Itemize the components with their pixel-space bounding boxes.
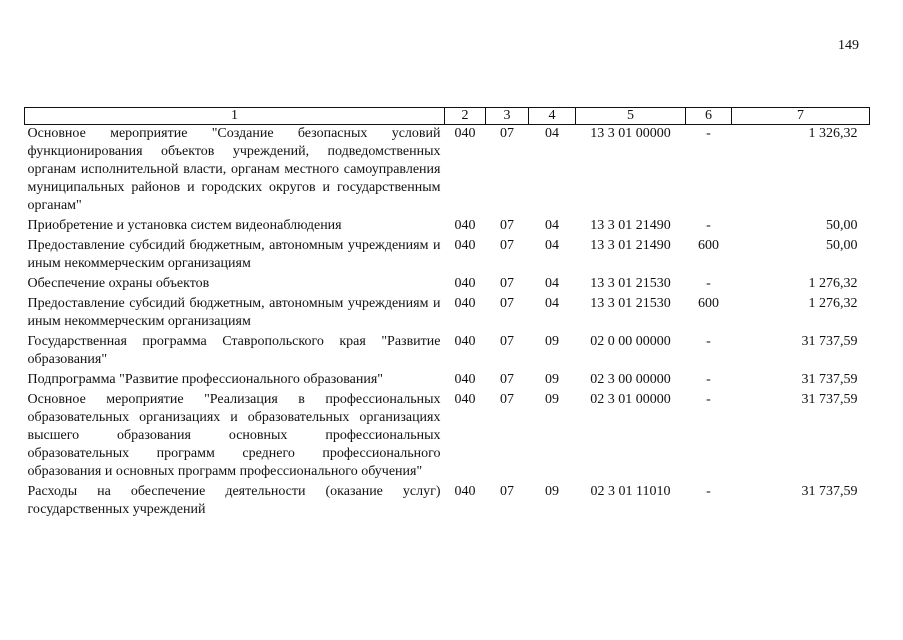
row-name: Расходы на обеспечение деятельности (оказание услуг) государственных учреждений [27,484,441,517]
table-row [25,237,870,275]
row-csr: 13 3 01 00000 [590,126,671,141]
row-name: Основное мероприятие "Реализация в профессиональных образовательных организациях и образовательных организациях высшего образования основных профессиональных образовательных программ среднего профессионального образования и основных программ профессионального обучения" [27,392,441,479]
table-header [25,108,870,125]
row-pr: 09 [545,334,559,349]
budget-table [24,107,870,521]
table-row [25,483,870,521]
row-name: Предоставление субсидий бюджетным, автономным учреждениям и иным некоммерческим организациям [27,296,441,329]
table-row [25,275,870,295]
row-rz: 07 [500,372,514,387]
row-csr: 02 3 01 11010 [590,484,671,499]
row-sum: 31 737,59 [801,484,858,499]
row-rz: 07 [500,218,514,233]
row-pr: 09 [545,372,559,387]
row-ved: 040 [454,126,476,141]
header-col-5: 5 [576,108,686,125]
row-name: Государственная программа Ставропольского края "Развитие образования" [27,334,441,367]
row-pr: 09 [545,484,559,499]
row-ved: 040 [454,276,476,291]
row-vr: - [706,334,711,349]
row-vr: - [706,126,711,141]
row-ved: 040 [454,218,476,233]
row-pr: 04 [545,238,559,253]
table-row [25,333,870,371]
table-row [25,217,870,237]
page-number: 149 [838,38,859,53]
row-sum: 31 737,59 [801,372,858,387]
row-sum: 1 326,32 [808,126,858,141]
row-csr: 13 3 01 21530 [590,276,671,291]
row-rz: 07 [500,484,514,499]
row-rz: 07 [500,276,514,291]
table-body [25,125,870,522]
row-pr: 04 [545,218,559,233]
row-vr: - [706,218,711,233]
row-pr: 04 [545,126,559,141]
row-sum: 50,00 [826,218,858,233]
row-csr: 13 3 01 21490 [590,238,671,253]
row-ved: 040 [454,334,476,349]
header-col-6: 6 [686,108,732,125]
row-vr: 600 [698,238,719,253]
row-pr: 04 [545,276,559,291]
header-col-7: 7 [732,108,870,125]
row-sum: 31 737,59 [801,334,858,349]
row-rz: 07 [500,334,514,349]
row-vr: 600 [698,296,719,311]
row-vr: - [706,276,711,291]
row-ved: 040 [454,296,476,311]
row-ved: 040 [454,238,476,253]
row-sum: 1 276,32 [808,296,858,311]
row-csr: 02 3 00 00000 [590,372,671,387]
row-sum: 31 737,59 [801,392,858,407]
row-rz: 07 [500,238,514,253]
row-name: Обеспечение охраны объектов [27,276,210,291]
row-ved: 040 [454,372,476,387]
row-rz: 07 [500,126,514,141]
table-row [25,391,870,483]
header-col-2: 2 [445,108,486,125]
header-col-4: 4 [529,108,576,125]
row-rz: 07 [500,296,514,311]
header-col-3: 3 [486,108,529,125]
row-pr: 09 [545,392,559,407]
row-csr: 13 3 01 21530 [590,296,671,311]
row-vr: - [706,372,711,387]
table-row [25,371,870,391]
header-row [25,108,870,125]
row-name: Основное мероприятие "Создание безопасных условий функционирования объектов учреждений, подведомственных органам исполнительной власти, органам местного самоуправления муниципальных районов и городских округов и государственным органам" [27,126,441,213]
row-vr: - [706,392,711,407]
row-csr: 02 0 00 00000 [590,334,671,349]
row-pr: 04 [545,296,559,311]
table-row [25,125,870,218]
row-csr: 13 3 01 21490 [590,218,671,233]
row-name: Предоставление субсидий бюджетным, автономным учреждениям и иным некоммерческим организациям [27,238,441,271]
row-name: Приобретение и установка систем видеонаблюдения [27,218,342,233]
row-csr: 02 3 01 00000 [590,392,671,407]
row-rz: 07 [500,392,514,407]
row-vr: - [706,484,711,499]
row-name: Подпрограмма "Развитие профессионального образования" [27,372,383,387]
row-ved: 040 [454,392,476,407]
row-sum: 1 276,32 [808,276,858,291]
row-ved: 040 [454,484,476,499]
header-col-1: 1 [25,108,445,125]
row-sum: 50,00 [826,238,858,253]
table-row [25,295,870,333]
